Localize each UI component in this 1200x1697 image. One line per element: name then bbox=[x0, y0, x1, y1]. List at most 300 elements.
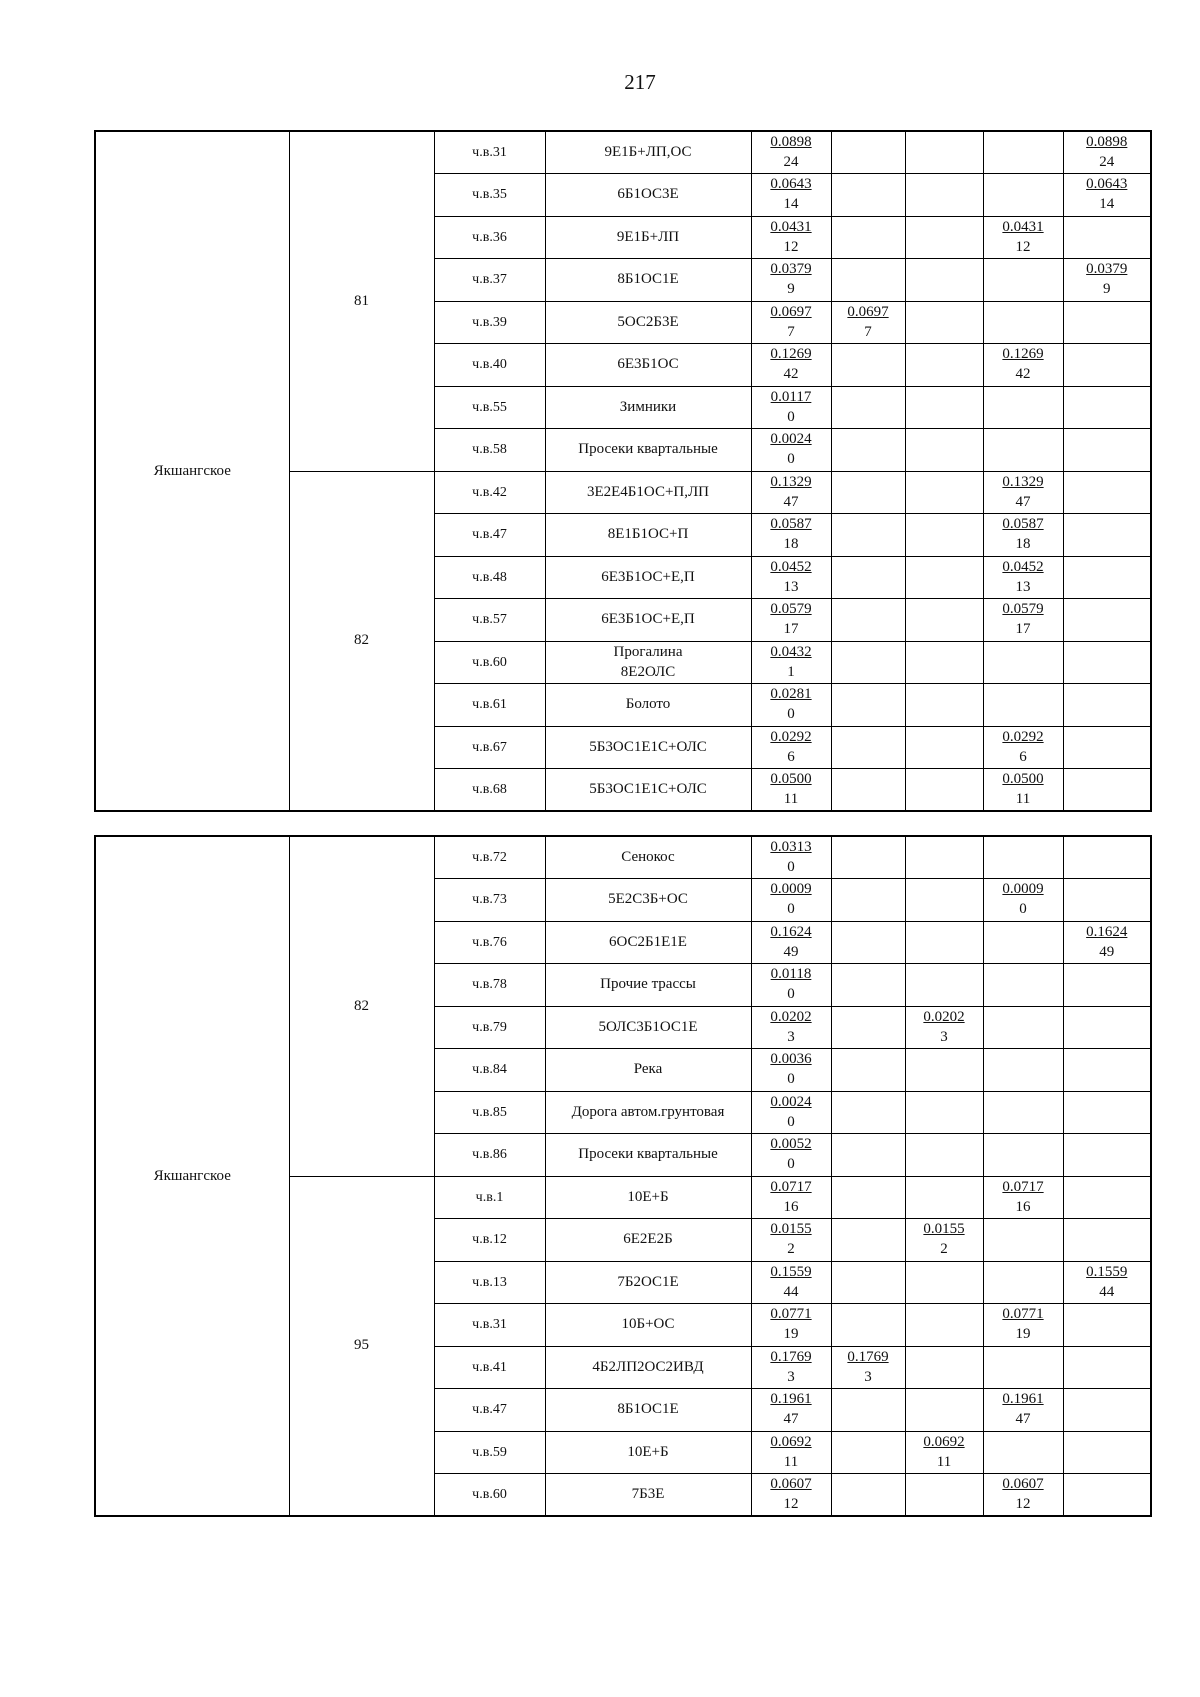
value-cell bbox=[831, 514, 905, 557]
value-cell bbox=[905, 514, 983, 557]
value-cell bbox=[831, 471, 905, 514]
value-cell bbox=[1063, 1304, 1151, 1347]
value-cell bbox=[1063, 1006, 1151, 1049]
count-value: 0 bbox=[787, 1113, 795, 1130]
value-cell bbox=[831, 429, 905, 472]
area-fraction bbox=[770, 1474, 811, 1514]
plot-id-cell: ч.в.58 bbox=[434, 429, 545, 472]
value-cell bbox=[751, 1346, 831, 1389]
area-value: 0.0292 bbox=[770, 728, 812, 745]
value-cell bbox=[1063, 1049, 1151, 1092]
value-cell bbox=[751, 599, 831, 642]
count-value: 14 bbox=[1099, 196, 1115, 213]
value-cell bbox=[751, 1431, 831, 1474]
composition-cell: 5Б3ОС1Е1С+ОЛС bbox=[545, 769, 751, 812]
value-cell bbox=[831, 216, 905, 259]
area-value: 0.0431 bbox=[1002, 218, 1044, 235]
value-cell bbox=[983, 1304, 1063, 1347]
composition-cell: Дорога автом.грунтовая bbox=[545, 1091, 751, 1134]
area-value: 0.0118 bbox=[770, 966, 812, 983]
count-value: 12 bbox=[1015, 238, 1031, 255]
value-cell bbox=[905, 684, 983, 727]
composition-cell: Прочие трассы bbox=[545, 964, 751, 1007]
value-cell bbox=[983, 1134, 1063, 1177]
count-value: 44 bbox=[783, 1283, 799, 1300]
value-cell bbox=[1063, 769, 1151, 812]
count-value: 12 bbox=[783, 1496, 799, 1512]
count-value: 6 bbox=[1019, 748, 1027, 765]
area-fraction bbox=[770, 1389, 811, 1429]
value-cell bbox=[751, 1176, 831, 1219]
value-cell bbox=[831, 131, 905, 174]
area-value: 0.0452 bbox=[770, 558, 812, 575]
area-fraction bbox=[770, 1304, 811, 1344]
value-cell bbox=[1063, 684, 1151, 727]
value-cell bbox=[905, 599, 983, 642]
plot-id-cell: ч.в.36 bbox=[434, 216, 545, 259]
value-cell bbox=[905, 471, 983, 514]
plot-id-cell: ч.в.84 bbox=[434, 1049, 545, 1092]
plot-id-cell: ч.в.1 bbox=[434, 1176, 545, 1219]
composition-cell: 10Б+ОС bbox=[545, 1304, 751, 1347]
value-cell bbox=[751, 836, 831, 879]
value-cell bbox=[905, 1219, 983, 1262]
value-cell bbox=[1063, 1176, 1151, 1219]
value-cell bbox=[905, 386, 983, 429]
forest-table bbox=[94, 835, 1152, 1517]
count-value: 14 bbox=[783, 196, 799, 213]
composition-cell: 8Е1Б1ОС+П bbox=[545, 514, 751, 557]
area-value: 0.0452 bbox=[1002, 558, 1044, 575]
area-fraction bbox=[770, 1049, 811, 1089]
composition-cell: 9Е1Б+ЛП,ОС bbox=[545, 131, 751, 174]
value-cell bbox=[751, 174, 831, 217]
value-cell bbox=[751, 921, 831, 964]
area-fraction bbox=[923, 1432, 964, 1472]
value-cell bbox=[905, 1049, 983, 1092]
plot-id-cell: ч.в.12 bbox=[434, 1219, 545, 1262]
area-value: 0.0500 bbox=[1002, 771, 1044, 787]
area-fraction bbox=[770, 557, 811, 597]
value-cell bbox=[983, 769, 1063, 812]
block-number-cell: 82 bbox=[289, 471, 434, 811]
value-cell bbox=[751, 1389, 831, 1432]
count-value: 3 bbox=[864, 1368, 872, 1385]
value-cell bbox=[1063, 836, 1151, 879]
count-value: 19 bbox=[1015, 1326, 1031, 1343]
composition-cell: 5Е2С3Б+ОС bbox=[545, 879, 751, 922]
composition-cell: 6Б1ОС3Е bbox=[545, 174, 751, 217]
block-number-cell: 81 bbox=[289, 131, 434, 471]
value-cell bbox=[1063, 301, 1151, 344]
value-cell bbox=[983, 259, 1063, 302]
area-value: 0.0643 bbox=[770, 176, 812, 193]
area-value: 0.0281 bbox=[770, 686, 812, 703]
area-fraction bbox=[770, 1134, 811, 1174]
area-fraction bbox=[771, 964, 812, 1004]
count-value: 0 bbox=[787, 859, 795, 875]
count-value: 11 bbox=[1015, 791, 1031, 807]
value-cell bbox=[831, 1346, 905, 1389]
value-cell bbox=[905, 964, 983, 1007]
area-value: 0.0898 bbox=[770, 134, 812, 150]
value-cell bbox=[905, 216, 983, 259]
count-value: 3 bbox=[787, 1368, 795, 1385]
area-value: 0.0692 bbox=[770, 1433, 812, 1450]
value-cell bbox=[751, 1006, 831, 1049]
plot-id-cell: ч.в.59 bbox=[434, 1431, 545, 1474]
value-cell bbox=[831, 1474, 905, 1517]
area-fraction bbox=[770, 514, 811, 554]
value-cell bbox=[983, 174, 1063, 217]
area-fraction bbox=[1002, 344, 1043, 384]
plot-id-cell: ч.в.86 bbox=[434, 1134, 545, 1177]
count-value: 47 bbox=[1015, 1411, 1031, 1428]
value-cell bbox=[905, 344, 983, 387]
block-number-cell: 95 bbox=[289, 1176, 434, 1516]
area-fraction bbox=[1002, 1177, 1043, 1217]
area-fraction bbox=[770, 174, 811, 214]
value-cell bbox=[983, 599, 1063, 642]
area-value: 0.0202 bbox=[923, 1008, 965, 1025]
area-fraction bbox=[1002, 1304, 1043, 1344]
count-value: 42 bbox=[783, 366, 799, 383]
area-fraction bbox=[1002, 1389, 1043, 1429]
value-cell bbox=[831, 1431, 905, 1474]
area-value: 0.0697 bbox=[770, 303, 812, 320]
value-cell bbox=[751, 301, 831, 344]
area-fraction bbox=[771, 387, 812, 427]
composition-cell: 5ОС2Б3Е bbox=[545, 301, 751, 344]
value-cell bbox=[905, 1134, 983, 1177]
value-cell bbox=[983, 1346, 1063, 1389]
value-cell bbox=[751, 1474, 831, 1517]
count-value: 47 bbox=[783, 1411, 799, 1428]
count-value: 6 bbox=[787, 748, 795, 765]
count-value: 42 bbox=[1015, 366, 1031, 383]
composition-cell: 10Е+Б bbox=[545, 1176, 751, 1219]
area-value: 0.0587 bbox=[1002, 516, 1044, 533]
count-value: 0 bbox=[1019, 901, 1027, 918]
value-cell bbox=[751, 386, 831, 429]
value-cell bbox=[751, 259, 831, 302]
block-number-cell: 82 bbox=[289, 836, 434, 1176]
value-cell bbox=[751, 769, 831, 812]
count-value: 19 bbox=[783, 1326, 799, 1343]
value-cell bbox=[831, 599, 905, 642]
value-cell bbox=[1063, 879, 1151, 922]
value-cell bbox=[1063, 1261, 1151, 1304]
value-cell bbox=[831, 174, 905, 217]
composition-cell: 8Б1ОС1Е bbox=[545, 259, 751, 302]
value-cell bbox=[831, 259, 905, 302]
area-value: 0.0607 bbox=[1002, 1476, 1044, 1492]
area-fraction bbox=[1002, 472, 1043, 512]
area-fraction bbox=[770, 472, 811, 512]
forestry-cell: Якшангское bbox=[95, 131, 289, 811]
value-cell bbox=[983, 1176, 1063, 1219]
count-value: 0 bbox=[787, 986, 795, 1003]
count-value: 2 bbox=[940, 1241, 948, 1258]
area-fraction bbox=[1002, 557, 1043, 597]
value-cell bbox=[983, 216, 1063, 259]
composition-cell: 10Е+Б bbox=[545, 1431, 751, 1474]
value-cell bbox=[983, 879, 1063, 922]
count-value: 9 bbox=[787, 281, 795, 298]
plot-id-cell: ч.в.31 bbox=[434, 131, 545, 174]
area-value: 0.0431 bbox=[770, 218, 812, 235]
value-cell bbox=[983, 1431, 1063, 1474]
area-value: 0.0292 bbox=[1002, 728, 1044, 745]
value-cell bbox=[983, 556, 1063, 599]
value-cell bbox=[751, 344, 831, 387]
value-cell bbox=[905, 1304, 983, 1347]
value-cell bbox=[1063, 726, 1151, 769]
area-value: 0.0771 bbox=[1002, 1306, 1044, 1323]
value-cell bbox=[905, 301, 983, 344]
value-cell bbox=[831, 1261, 905, 1304]
value-cell bbox=[751, 964, 831, 1007]
value-cell bbox=[751, 1219, 831, 1262]
plot-id-cell: ч.в.47 bbox=[434, 514, 545, 557]
value-cell bbox=[983, 301, 1063, 344]
value-cell bbox=[1063, 259, 1151, 302]
composition-cell: 6Е3Б1ОС bbox=[545, 344, 751, 387]
value-cell bbox=[831, 556, 905, 599]
area-fraction bbox=[770, 1177, 811, 1217]
value-cell bbox=[751, 514, 831, 557]
value-cell bbox=[983, 1091, 1063, 1134]
area-fraction bbox=[1086, 174, 1127, 214]
count-value: 11 bbox=[936, 1453, 952, 1470]
count-value: 16 bbox=[783, 1198, 799, 1215]
area-fraction bbox=[770, 1347, 811, 1387]
plot-id-cell: ч.в.60 bbox=[434, 1474, 545, 1517]
value-cell bbox=[751, 1091, 831, 1134]
count-value: 17 bbox=[783, 621, 799, 638]
area-value: 0.1559 bbox=[1086, 1263, 1128, 1280]
value-cell bbox=[905, 726, 983, 769]
area-value: 0.0898 bbox=[1086, 134, 1128, 150]
value-cell bbox=[751, 1261, 831, 1304]
area-value: 0.0717 bbox=[770, 1178, 812, 1195]
plot-id-cell: ч.в.73 bbox=[434, 879, 545, 922]
composition-cell: 7Б2ОС1Е bbox=[545, 1261, 751, 1304]
plot-id-cell: ч.в.39 bbox=[434, 301, 545, 344]
count-value: 2 bbox=[787, 1241, 795, 1258]
area-value: 0.1769 bbox=[847, 1348, 889, 1365]
value-cell bbox=[751, 131, 831, 174]
area-value: 0.1961 bbox=[770, 1391, 812, 1408]
plot-id-cell: ч.в.79 bbox=[434, 1006, 545, 1049]
forest-table bbox=[94, 130, 1152, 812]
area-value: 0.1559 bbox=[770, 1263, 812, 1280]
area-value: 0.0024 bbox=[770, 431, 812, 448]
count-value: 0 bbox=[787, 706, 795, 723]
value-cell bbox=[1063, 556, 1151, 599]
plot-id-cell: ч.в.68 bbox=[434, 769, 545, 812]
value-cell bbox=[983, 641, 1063, 684]
value-cell bbox=[831, 641, 905, 684]
area-fraction bbox=[770, 684, 811, 724]
value-cell bbox=[905, 641, 983, 684]
count-value: 13 bbox=[1015, 578, 1031, 595]
value-cell bbox=[983, 1006, 1063, 1049]
area-fraction bbox=[1002, 769, 1043, 809]
value-cell bbox=[831, 386, 905, 429]
value-cell bbox=[751, 684, 831, 727]
plot-id-cell: ч.в.78 bbox=[434, 964, 545, 1007]
value-cell bbox=[905, 131, 983, 174]
value-cell bbox=[831, 1389, 905, 1432]
plot-id-cell: ч.в.61 bbox=[434, 684, 545, 727]
plot-id-cell: ч.в.37 bbox=[434, 259, 545, 302]
value-cell bbox=[905, 921, 983, 964]
value-cell bbox=[1063, 641, 1151, 684]
value-cell bbox=[751, 216, 831, 259]
area-value: 0.1769 bbox=[770, 1348, 812, 1365]
value-cell bbox=[983, 1219, 1063, 1262]
area-fraction bbox=[770, 599, 811, 639]
area-fraction bbox=[770, 344, 811, 384]
area-value: 0.0771 bbox=[770, 1306, 812, 1323]
value-cell bbox=[1063, 1431, 1151, 1474]
value-cell bbox=[831, 1304, 905, 1347]
value-cell bbox=[1063, 174, 1151, 217]
value-cell bbox=[983, 684, 1063, 727]
value-cell bbox=[831, 836, 905, 879]
area-fraction bbox=[1002, 879, 1043, 919]
count-value: 0 bbox=[787, 408, 795, 425]
area-fraction bbox=[923, 1007, 964, 1047]
value-cell bbox=[1063, 599, 1151, 642]
value-cell bbox=[983, 1049, 1063, 1092]
composition-cell: 3Е2Е4Б1ОС+П,ЛП bbox=[545, 471, 751, 514]
composition-cell: 6Е3Б1ОС+Е,П bbox=[545, 599, 751, 642]
value-cell bbox=[905, 1091, 983, 1134]
plot-id-cell: ч.в.41 bbox=[434, 1346, 545, 1389]
area-value: 0.0379 bbox=[770, 261, 812, 278]
area-value: 0.0692 bbox=[923, 1433, 965, 1450]
area-fraction bbox=[1002, 1474, 1043, 1514]
area-value: 0.0117 bbox=[770, 388, 812, 405]
composition-cell: 8Б1ОС1Е bbox=[545, 1389, 751, 1432]
value-cell bbox=[1063, 1346, 1151, 1389]
count-value: 16 bbox=[1015, 1198, 1031, 1215]
area-value: 0.0717 bbox=[1002, 1178, 1044, 1195]
count-value: 17 bbox=[1015, 621, 1031, 638]
count-value: 1 bbox=[787, 663, 795, 680]
area-value: 0.1269 bbox=[1002, 346, 1044, 363]
value-cell bbox=[905, 1176, 983, 1219]
value-cell bbox=[831, 921, 905, 964]
area-value: 0.1624 bbox=[770, 923, 812, 940]
count-value: 0 bbox=[787, 1071, 795, 1088]
area-fraction bbox=[770, 879, 811, 919]
value-cell bbox=[751, 1134, 831, 1177]
value-cell bbox=[1063, 344, 1151, 387]
count-value: 47 bbox=[1015, 493, 1031, 510]
area-value: 0.0036 bbox=[770, 1051, 812, 1068]
value-cell bbox=[831, 344, 905, 387]
area-fraction bbox=[847, 302, 888, 342]
count-value: 7 bbox=[864, 323, 872, 340]
value-cell bbox=[905, 836, 983, 879]
count-value: 24 bbox=[1099, 154, 1115, 170]
value-cell bbox=[831, 1006, 905, 1049]
value-cell bbox=[1063, 964, 1151, 1007]
composition-cell: Сенокос bbox=[545, 836, 751, 879]
area-fraction bbox=[1086, 922, 1127, 962]
count-value: 47 bbox=[783, 493, 799, 510]
value-cell bbox=[831, 301, 905, 344]
plot-id-cell: ч.в.31 bbox=[434, 1304, 545, 1347]
value-cell bbox=[905, 429, 983, 472]
plot-id-cell: ч.в.67 bbox=[434, 726, 545, 769]
forestry-cell: Якшангское bbox=[95, 836, 289, 1516]
area-fraction bbox=[847, 1347, 888, 1387]
composition-cell: 4Б2ЛП2ОС2ИВД bbox=[545, 1346, 751, 1389]
area-fraction bbox=[770, 769, 811, 809]
area-fraction bbox=[1086, 132, 1127, 172]
composition-cell: 7Б3Е bbox=[545, 1474, 751, 1517]
value-cell bbox=[1063, 1389, 1151, 1432]
value-cell bbox=[1063, 386, 1151, 429]
area-fraction bbox=[770, 429, 811, 469]
value-cell bbox=[983, 344, 1063, 387]
composition-line: Прогалина bbox=[613, 644, 683, 661]
table-row bbox=[95, 131, 1151, 174]
composition-cell: 6Е2Е2Б bbox=[545, 1219, 751, 1262]
value-cell bbox=[905, 174, 983, 217]
table-row bbox=[95, 836, 1151, 879]
area-fraction bbox=[1002, 514, 1043, 554]
area-value: 0.0155 bbox=[923, 1221, 965, 1238]
area-fraction bbox=[1086, 259, 1127, 299]
area-value: 0.0579 bbox=[770, 601, 812, 618]
value-cell bbox=[831, 1091, 905, 1134]
area-value: 0.0379 bbox=[1086, 261, 1128, 278]
value-cell bbox=[1063, 1474, 1151, 1517]
area-value: 0.0155 bbox=[770, 1221, 812, 1238]
value-cell bbox=[983, 471, 1063, 514]
composition-cell: Зимники bbox=[545, 386, 751, 429]
value-cell bbox=[831, 1134, 905, 1177]
area-value: 0.0009 bbox=[770, 881, 812, 898]
plot-id-cell: ч.в.76 bbox=[434, 921, 545, 964]
value-cell bbox=[751, 471, 831, 514]
value-cell bbox=[831, 964, 905, 1007]
value-cell bbox=[1063, 514, 1151, 557]
area-fraction bbox=[1002, 727, 1043, 767]
value-cell bbox=[1063, 1219, 1151, 1262]
area-value: 0.0643 bbox=[1086, 176, 1128, 193]
count-value: 49 bbox=[1099, 943, 1115, 960]
value-cell bbox=[905, 1006, 983, 1049]
composition-cell: 6Е3Б1ОС+Е,П bbox=[545, 556, 751, 599]
area-value: 0.0313 bbox=[770, 839, 812, 855]
count-value: 11 bbox=[783, 791, 799, 807]
count-value: 0 bbox=[787, 451, 795, 468]
area-value: 0.0607 bbox=[770, 1476, 812, 1492]
plot-id-cell: ч.в.72 bbox=[434, 836, 545, 879]
plot-id-cell: ч.в.13 bbox=[434, 1261, 545, 1304]
area-fraction bbox=[770, 259, 811, 299]
composition-cell: 6ОС2Б1Е1Е bbox=[545, 921, 751, 964]
value-cell bbox=[905, 1474, 983, 1517]
value-cell bbox=[831, 684, 905, 727]
area-fraction bbox=[770, 217, 811, 257]
